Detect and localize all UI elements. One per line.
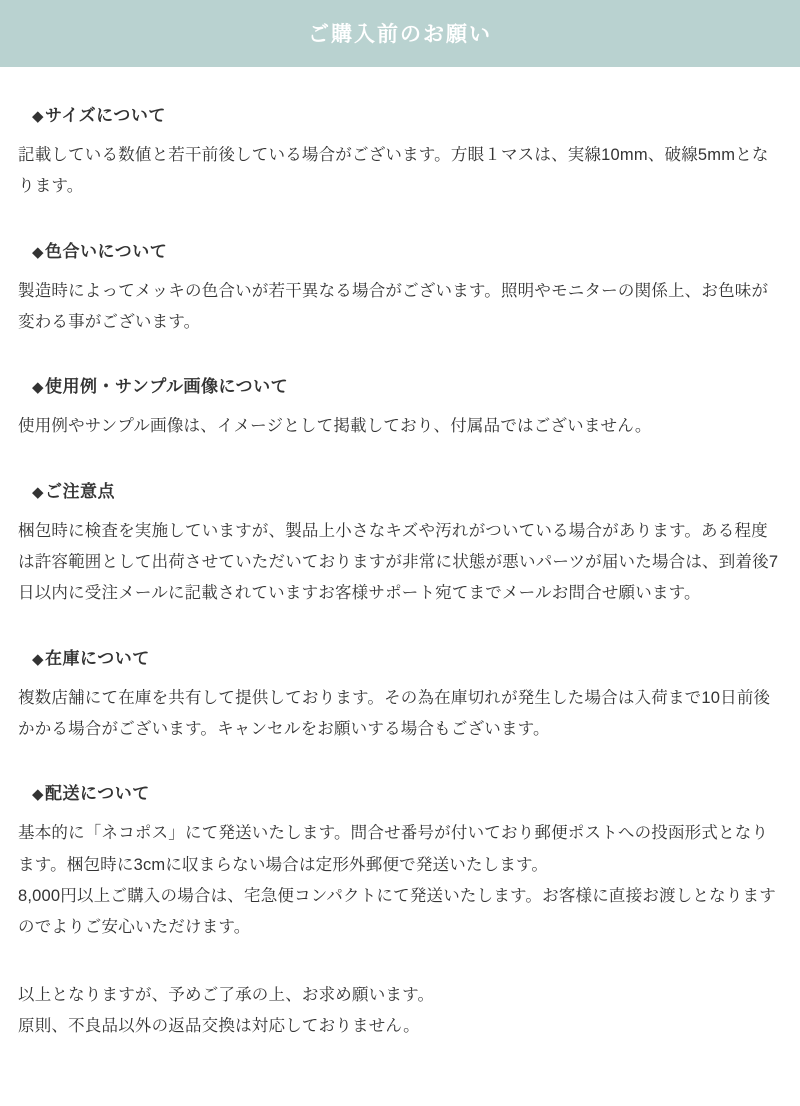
section-heading [32,237,782,262]
section-sample-images [18,372,782,442]
paragraph: 使用例やサンプル画像は、イメージとして掲載しており、付属品ではございません。 [18,417,652,436]
paragraph: 梱包時に検査を実施していますが、製品上小さなキズや汚れがついている場合があります。ある程度は許容範囲として出荷させていただいておりますが非常に状態が悪いパーツが届いた場合は、到着後7日以内に受注メールに記載されていますお客様サポート宛てまでメールお問合せ願います。 [18,521,779,603]
section-heading [32,477,782,502]
notice-content [0,101,800,1051]
diamond-icon: ◆ [32,379,45,397]
closing-line: 原則、不良品以外の返品交換は対応しておりません。 [18,1017,420,1036]
section-body [18,411,782,442]
section-heading [32,644,782,669]
diamond-icon: ◆ [32,108,45,125]
diamond-icon: ◆ [32,483,45,501]
diamond-icon: ◆ [32,650,45,668]
closing-line: 以上となりますが、予めご了承の上、お求め願います。 [18,985,435,1004]
section-heading-label: 配送について [45,784,150,804]
paragraph: 基本的に「ネコポス」にて発送いたします。問合せ番号が付いており郵便ポストへの投函形式となります。梱包時に3cmに収まらない場合は定形外郵便で発送いたします。 [18,824,769,874]
closing-note [18,980,782,1043]
section-size [18,101,782,203]
section-shipping [18,779,782,943]
section-heading [32,779,782,804]
section-heading-label: 色合いについて [45,241,168,261]
section-body [18,818,782,943]
section-heading-label: 使用例・サンプル画像について [45,377,289,397]
section-cautions [18,477,782,610]
paragraph: 8,000円以上ご購入の場合は、宅急便コンパクトにて発送いたします。お客様に直接お渡しとなりますのでよりご安心いただけます。 [18,887,776,937]
diamond-icon: ◆ [32,243,45,261]
section-heading-label: 在庫について [45,648,150,668]
section-heading-label: ご注意点 [45,481,116,501]
section-body [18,140,782,203]
section-heading [32,372,782,397]
section-heading [32,101,782,126]
paragraph: 記載している数値と若干前後している場合がございます。方眼１マスは、実線10mm、破線5mmとなります。 [18,146,769,196]
section-body [18,516,782,610]
section-body [18,276,782,339]
section-heading-label: サイズについて [45,106,166,125]
paragraph: 製造時によってメッキの色合いが若干異なる場合がございます。照明やモニターの関係上、お色味が変わる事がございます。 [18,281,769,332]
section-stock [18,644,782,746]
section-color [18,237,782,339]
section-body [18,683,782,746]
page-title-banner [0,0,800,67]
paragraph: 複数店舗にて在庫を共有して提供しております。その為在庫切れが発生した場合は入荷まで10日前後かかる場合がございます。キャンセルをお願いする場合もございます。 [18,688,771,739]
diamond-icon: ◆ [32,786,45,804]
page-title: ご購入前のお願い [308,23,492,46]
